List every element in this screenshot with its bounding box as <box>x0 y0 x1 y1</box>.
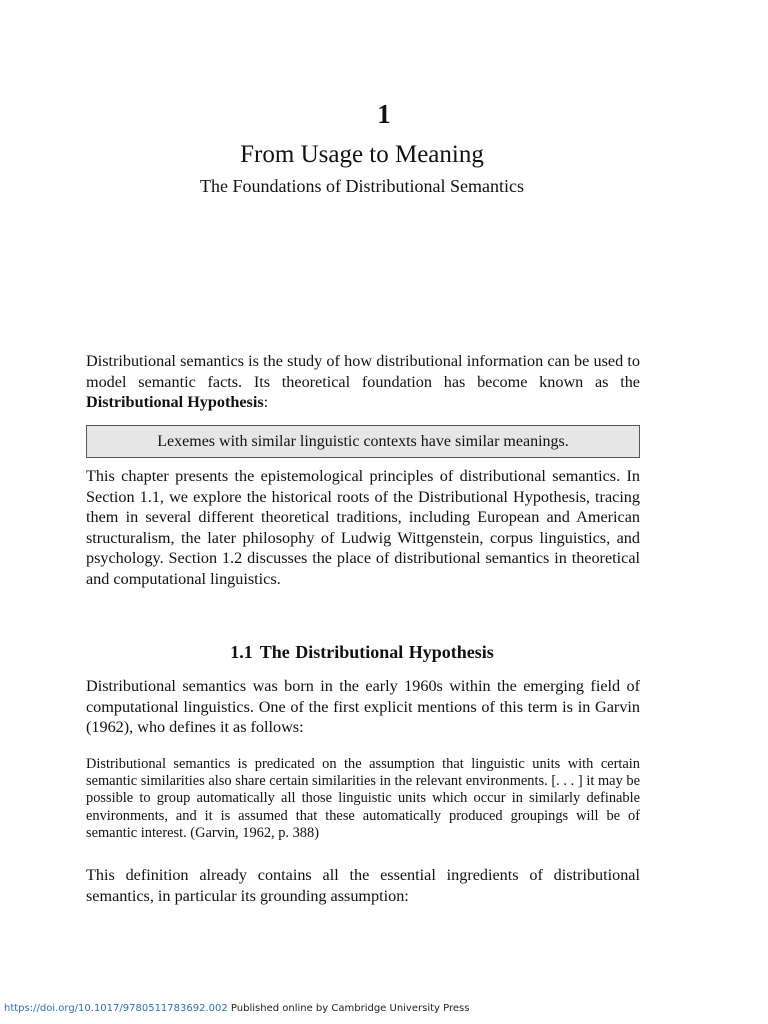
chapter-subtitle: The Foundations of Distributional Semantics <box>200 176 524 196</box>
doi-link[interactable]: https://doi.org/10.1017/9780511783692.002 <box>4 1003 228 1014</box>
section-title: The Distributional Hypothesis <box>259 642 494 662</box>
hypothesis-statement: Lexemes with similar linguistic contexts have similar meanings. <box>157 433 569 450</box>
overview-paragraph: This chapter presents the epistemological principles of distributional semantics. In Section 1.1, we explore the historical roots of the Distributional Hypothesis, tracing them in several different theoretical traditions, including European and American structuralism, the later philosophy of Ludwig Wittgenstein, corpus linguistics, and psychology. Section 1.2 discusses the place of distributional semantics in theoretical and computational linguistics. <box>86 467 640 588</box>
chapter-number: 1 <box>377 99 391 129</box>
intro-paragraph <box>86 351 640 413</box>
publisher-note: Published online by Cambridge University Press <box>227 1003 470 1014</box>
section-number: 1.1 <box>230 642 253 662</box>
intro-colon: : <box>263 393 269 411</box>
section-paragraph: Distributional semantics was born in the early 1960s within the emerging field of computational linguistics. One of the first explicit mentions of this term is in Garvin (1962), who defines it as follows: <box>86 677 640 736</box>
footer <box>4 1002 469 1016</box>
hypothesis-box <box>86 425 640 458</box>
garvin-quote: Distributional semantics is predicated on the assumption that linguistic units with certain semantic similarities also share certain similarities in the relevant environments. [. . . ] it may be possible to group automatically all those linguistic units which occur in similarly definable environments, and it is assumed that these automatically produced groupings will be of semantic interest. (Garvin, 1962, p. 388) <box>86 756 640 841</box>
section-heading <box>0 640 724 664</box>
intro-text: Distributional semantics is the study of how distributional information can be used to model semantic facts. Its theoretical foundation has become known as the <box>86 352 640 391</box>
closing-paragraph: This definition already contains all the essential ingredients of distributional semantics, in particular its grounding assumption: <box>86 866 640 905</box>
distributional-hypothesis-term: Distributional Hypothesis <box>86 393 264 411</box>
chapter-title: From Usage to Meaning <box>240 141 484 168</box>
